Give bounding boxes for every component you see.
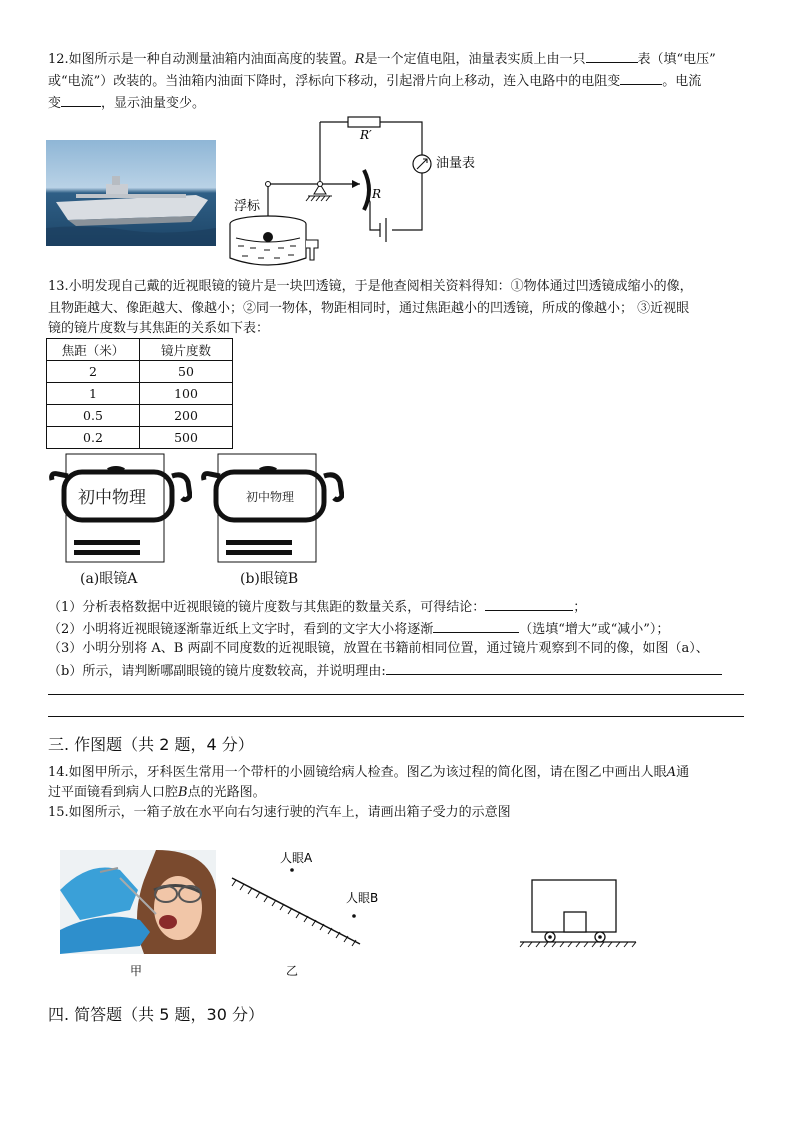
answer-blank-5[interactable]: [433, 618, 519, 633]
table-cell: 100: [140, 383, 233, 405]
table-cell: 0.2: [47, 427, 140, 449]
q13-sub-2: （2）小明将近视眼镜逐渐靠近纸上文字时，看到的文字大小将逐渐 （选填“增大”或“减小”）；: [48, 618, 748, 641]
table-row: [47, 405, 233, 427]
r-prime-label: R′: [360, 128, 372, 142]
glasses-a-text: 初中物理: [78, 488, 146, 508]
table-cell: 500: [140, 427, 233, 449]
oil-gauge-circuit-diagram: [220, 112, 490, 272]
answer-blank-4[interactable]: [485, 596, 573, 611]
glasses-a-caption: (a)眼镜A: [80, 571, 138, 587]
table-cell: 200: [140, 405, 233, 427]
q13-sub-3: （3）小明分别将 A、B 两副不同度数的近视眼镜，放置在书籍前相同位置，通过镜片观察到不同的像，如图（a）、: [48, 641, 709, 656]
table-cell: 2: [47, 361, 140, 383]
fig-caption-jia: 甲: [130, 964, 143, 978]
table-header: 焦距（米）: [47, 339, 140, 361]
q13-sub-3-cont: （b）所示，请判断哪副眼镜的镜片度数较高，并说明理由:: [48, 660, 748, 683]
q13-line-3: 镜的镜片度数与其焦距的关系如下表：: [48, 321, 270, 336]
table-cell: 1: [47, 383, 140, 405]
q14-line-1: 14.如图甲所示，牙科医生常用一个带杆的小圆镜给病人检查。图乙为该过程的简化图，请在图乙中画出人眼A通: [48, 765, 690, 780]
q14-line-2: 过平面镜看到病人口腔B点的光路图。: [48, 785, 266, 800]
answer-blank-2[interactable]: [620, 70, 662, 85]
answer-line[interactable]: [48, 694, 744, 695]
q12-line-3: 变 ，显示油量变少。: [48, 92, 748, 115]
table-header-row: [47, 339, 233, 361]
focal-length-table: [46, 338, 233, 449]
answer-blank-6[interactable]: [386, 660, 722, 675]
dentist-photo: [60, 850, 216, 954]
truck-box-diagram: [516, 876, 640, 948]
glasses-a-figure: [48, 452, 192, 564]
mirror-diagram: [226, 844, 396, 954]
section-3-title: 三. 作图题（共 2 题，4 分）: [48, 735, 254, 754]
q12-line-2: 或“电流”）改装的。当油箱内油面下降时，浮标向下移动，引起滑片向上移动，连入电路中的电阻变 。电流: [48, 70, 748, 93]
table-row: [47, 383, 233, 405]
q13-sub-1: （1）分析表格数据中近视眼镜的镜片度数与其焦距的数量关系，可得结论： ；: [48, 596, 748, 619]
answer-blank-1[interactable]: [586, 48, 638, 63]
r-label: R: [372, 187, 382, 201]
section-4-title: 四. 简答题（共 5 题，30 分）: [48, 1005, 264, 1024]
answer-blank-3[interactable]: [61, 92, 101, 107]
table-row: [47, 427, 233, 449]
table-row: [47, 361, 233, 383]
q13-line-2: 且物距越大、像距越大、像越小；②同一物体，物距相同时，通过焦距越小的凹透镜，所成的像越小； ③近视眼: [48, 301, 690, 316]
q13-line-1: 13.小明发现自己戴的近视眼镜的镜片是一块凹透镜，于是他查阅相关资料得知：①物体通过凹透镜成缩小的像，: [48, 279, 693, 294]
eye-b-label: 人眼B: [346, 891, 379, 905]
r-variable: R: [354, 52, 365, 67]
warship-photo: [46, 140, 216, 246]
glasses-b-text: 初中物理: [246, 490, 295, 504]
q15-text: 15.如图所示，一箱子放在水平向右匀速行驶的汽车上，请画出箱子受力的示意图: [48, 805, 511, 820]
table-cell: 50: [140, 361, 233, 383]
glasses-b-caption: (b)眼镜B: [240, 571, 299, 587]
float-label: 浮标: [234, 199, 261, 214]
answer-line[interactable]: [48, 716, 744, 717]
q12-line-1: 12.如图所示是一种自动测量油箱内油面高度的装置。R是一个定值电阻，油量表实质上由一只 表（填“电压”: [48, 48, 748, 71]
fig-caption-yi: 乙: [286, 964, 299, 978]
oil-gauge-label: 油量表: [436, 156, 476, 171]
table-header: 镜片度数: [140, 339, 233, 361]
glasses-b-figure: [200, 452, 344, 564]
eye-a-label: 人眼A: [280, 851, 313, 865]
table-cell: 0.5: [47, 405, 140, 427]
